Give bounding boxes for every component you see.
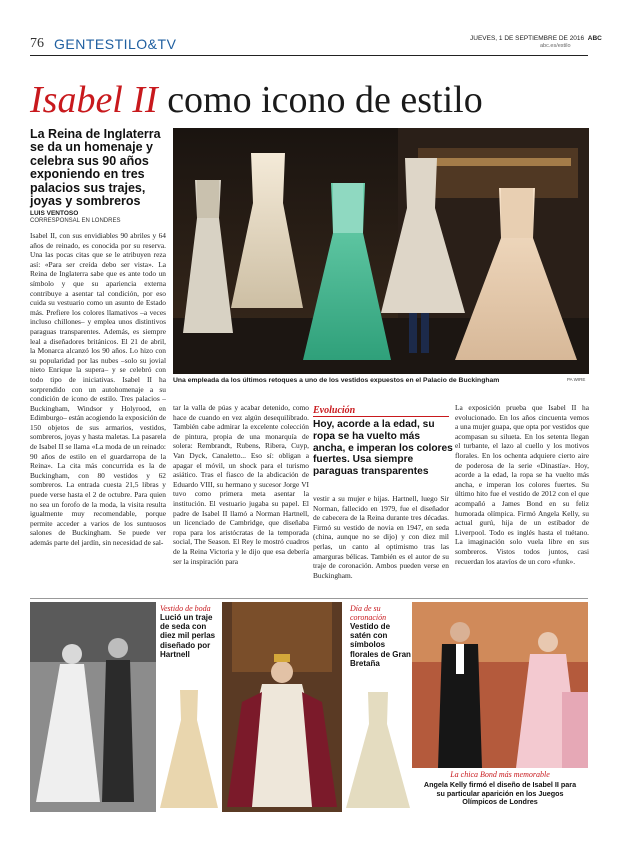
evolution-rule [313,416,449,417]
body-column-1: Isabel II, con sus envidiables 90 abriles y 64 años de reinado, es conocida por su reserva. Una las pocas citas que se le atribuyen reza así: «Para ser creída debo ser vista». La Reina de Inglaterra sabe que es ante todo un símbolo y que su apariencia externa contribuye a asentar tal condición, por eso cuida su vestuario como un asunto de Estado más. Prefiere los colores llamativos –a veces incluso chillones– y emplea unos distintivos paraguas transparentes. Además, es siempre leal a diseñadores británicos. El 21 de abril, la Monarca alcanzó los 90 años. Lo hizo con su popularidad por las nubes –solo su jovial nieto Enrique la supera– y se celebró con todo tipo de iniciativas. Isabel II ha sorprendido con un autohomenaje a su condición de icono de estilo. Tres palacios –Buckingham, Windsor y Holyrood, en Edimburgo– están acogiendo la exposición de 150 objetos de sus armarios, vestidos, sombreros, joyas y hasta maletas. La pasarela de Isabel II se llama «La moda de un reinado: 90 años de estilo en el guardarropa de la Reina». La cita más concurrida es la de Buckingham, con 80 vestidos y 62 sombreros. La entrada cuesta 21,5 libras y puede verse hasta el 2 de octubre. Para quien no sea un forofo de la moda, la visita resulta igualmente muy recomendable, porque permite acceder a varios de los suntuosos salones de Buckingham. Se puede ver además parte del jardín, sin necesidad de sal- [30,231,166,547]
bond-photo [412,602,588,768]
site-url: abc.es/estilo [540,43,571,49]
section-title: GENTESTILO&TV [54,36,177,52]
strip-rule [30,598,588,599]
bond-caption-label: La chica Bond más memorable [450,770,550,779]
headline-highlight: Isabel II [30,79,158,121]
headline [30,80,483,120]
evolution-quote: Hoy, acorde a la edad, su ropa se ha vuelto más ancha, e imperan los colores fuertes. Usa siempre paraguas transparentes [313,419,453,478]
coronation-dress-photo [344,682,412,812]
coronation-dress-illustration [344,682,412,812]
dateline [470,35,602,42]
coronation-caption [350,604,412,668]
body-column-3: vestir a su mujer e hijas. Hartnell, luego Sir Norman, fallecido en 1979, fue el diseñador de cabecera de la Reina durante tres décadas. Firmó su vestido de novia en 1947, en seda (china, aunque no se dijo) y con diez mil perlas, un canto al optimismo tras las amarguras bélicas. También es el autor de su traje de coronación. Ambos pueden verse en Buckingham. [313,494,449,580]
photo-credit: PA WIRE [567,377,586,382]
dress-exhibition-illustration [173,128,589,374]
brand-name: ABC [587,35,602,42]
coronation-caption-text: Vestido de satén con símbolos florales de Gran Bretaña [350,622,411,668]
main-photo-caption: Una empleada da los últimos retoques a uno de los vestidos expuestos en el Palacio de Buckingham [173,377,500,384]
body-column-4: La exposición prueba que Isabel II ha evolucionado. En los años cincuenta vemos a una mujer guapa, que opta por vestidos que acompasan su silueta. En los setenta llegan el turbante, el lazo al cuello y los motivos florales. En los ochenta adquiere cierto aire de poderosa de la serie «Dinastía». Hoy, acorde a la edad, la ropa se ha vuelto más ancha, e imperan los colores fuertes. Su último hito fue el vestido de 2012 con el que acompañó a James Bond en su feliz humorada olímpica. Firmó Angela Kelly, su actual gurú, hija de un estibador de Liverpool. Todo es inglés hasta el tuétano. La imaginación solo vuela libre en sus sombreros. Vistos todos juntos, casi recuerdan los atavíos de un coro «funk». [455,403,589,566]
wedding-dress-photo [156,680,222,812]
header-rule [30,55,588,56]
headline-rest: como icono de estilo [167,79,483,121]
wedding-caption-label: Vestido de boda [160,604,211,613]
wedding-dress-illustration [156,680,222,812]
wedding-caption [160,604,220,659]
coronation-photo [222,602,342,812]
wedding-caption-text: Lució un traje de seda con diez mil perlas diseñado por Hartnell [160,613,216,659]
byline-author: LUIS VENTOSO [30,210,79,217]
wedding-photo [30,602,156,812]
coronation-illustration [222,602,342,812]
deck: La Reina de Inglaterra se da un homenaje y celebra sus 90 años exponiendo en tres palacios sus trajes, joyas y sombreros [30,127,161,209]
wedding-couple-illustration [30,602,156,812]
coronation-caption-label: Día de su coronación [350,604,387,622]
bond-caption-text: Angela Kelly firmó el diseño de Isabel II para su particular aparición en los Juegos Olímpicos de Londres [423,780,577,807]
page-number: 76 [30,36,44,51]
bond-caption [420,770,580,807]
main-photo [173,128,589,374]
byline-role: CORRESPONSAL EN LONDRES [30,218,121,224]
date-text: JUEVES, 1 DE SEPTIEMBRE DE 2016 [470,35,585,42]
body-column-2: tar la valla de púas y acabar detenido, como hace de cuando en vez algún desequilibrado. También cabe admirar la excelente colección de pintura, propia de una monarquía de solera: Rembrandt, Rubens, Ribera, Cuyp, Van Dyck, Canaletto... Eso sí: obligan a apagar el móvil, un shock para el turismo asiático. Tras el fiasco de la abdicación de Eduardo VIII, su hermano y sucesor Jorge VI tuvo como primera meta asentar la institución. El vestuario jugaba su papel. El padre de Isabel II llamó a Norman Hartnell, un licenciado de Cambridge, que diseñaba ropa para los aristócratas de la temporada social, The Season. El Rey le mostró cuadros de la Reina Victoria y le dijo que esa debería ser la inspiración para [173,403,309,566]
evolution-label: Evolución [313,405,356,416]
bond-queen-illustration [412,602,588,768]
